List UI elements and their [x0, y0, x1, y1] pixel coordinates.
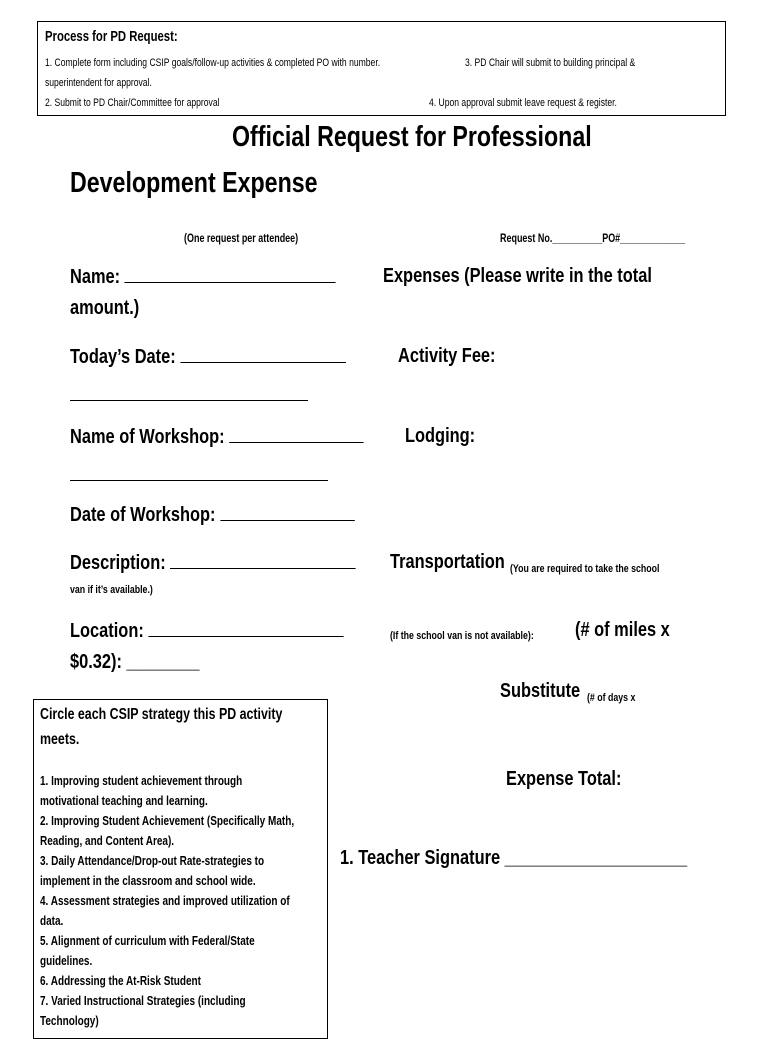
todays-date-label: Today’s Date:	[70, 345, 176, 368]
csip-item-line: 6. Addressing the At-Risk Student	[40, 974, 201, 988]
csip-item-line: 1. Improving student achievement through	[40, 774, 243, 788]
activity-fee-label: Activity Fee:	[398, 344, 496, 367]
expenses-header: Expenses (Please write in the total	[383, 264, 652, 287]
workshop-date-label: Date of Workshop:	[70, 503, 216, 526]
teacher-signature-line[interactable]: 1. Teacher Signature ____________________	[340, 846, 688, 869]
workshop-name-line[interactable]	[229, 424, 363, 443]
lodging-label: Lodging:	[405, 424, 476, 447]
csip-item-line: 7. Varied Instructional Strategies (including	[40, 994, 246, 1008]
csip-item-line: 2. Improving Student Achievement (Specifically Math,	[40, 814, 295, 828]
csip-heading-cont: meets.	[40, 731, 80, 748]
process-box	[37, 21, 726, 116]
csip-item-line: 5. Alignment of curriculum with Federal/State	[40, 934, 255, 948]
process-step-3-cont: superintendent for approval.	[45, 77, 152, 89]
page-title-line1: Official Request for Professional	[232, 121, 592, 153]
substitute-note: (# of days x	[587, 692, 636, 704]
description-line[interactable]	[170, 550, 356, 569]
csip-item-line: guidelines.	[40, 954, 93, 968]
name-label: Name:	[70, 265, 121, 288]
csip-item-line: motivational teaching and learning.	[40, 794, 208, 808]
process-step-2: 2. Submit to PD Chair/Committee for approval	[45, 97, 220, 109]
csip-item-line: implement in the classroom and school wide.	[40, 874, 256, 888]
expenses-header-cont: amount.)	[70, 296, 140, 319]
workshop-name-line-cont[interactable]	[70, 458, 328, 481]
csip-item-line: 3. Daily Attendance/Drop-out Rate-strategies to	[40, 854, 265, 868]
csip-heading: Circle each CSIP strategy this PD activity	[40, 706, 283, 723]
substitute-label: Substitute	[500, 679, 581, 702]
transportation-note: (You are required to take the school	[510, 563, 660, 575]
csip-item-line: 4. Assessment strategies and improved utilization of	[40, 894, 290, 908]
csip-item-line: Technology)	[40, 1014, 99, 1028]
description-label: Description:	[70, 551, 166, 574]
csip-item-line: data.	[40, 914, 64, 928]
miles-label: (# of miles x	[575, 618, 670, 641]
location-line[interactable]	[148, 618, 343, 637]
csip-item-line: Reading, and Content Area).	[40, 834, 175, 848]
process-title: Process for PD Request:	[45, 29, 178, 45]
process-step-3: 3. PD Chair will submit to building principal &	[465, 57, 636, 69]
workshop-name-label: Name of Workshop:	[70, 425, 225, 448]
workshop-date-line[interactable]	[220, 502, 354, 521]
process-step-1: 1. Complete form including CSIP goals/follow-up activities & completed PO with number.	[45, 57, 381, 69]
miles-rate-cont: $0.32): ________	[70, 650, 200, 673]
todays-date-line-cont[interactable]	[70, 378, 308, 401]
name-input-line[interactable]	[125, 264, 336, 283]
todays-date-line[interactable]	[180, 344, 346, 363]
location-label: Location:	[70, 619, 144, 642]
transportation-label: Transportation	[390, 550, 505, 573]
transportation-note-cont: van if it’s available.)	[70, 584, 153, 596]
expense-total-label: Expense Total:	[506, 767, 622, 790]
csip-strategy-box	[33, 699, 328, 1039]
page-title-line2: Development Expense	[70, 167, 318, 199]
process-step-4: 4. Upon approval submit leave request & register.	[429, 97, 617, 109]
van-unavailable-note: (If the school van is not available):	[390, 630, 534, 642]
one-request-note: (One request per attendee)	[184, 233, 299, 245]
request-number: Request No.__________PO#_____________	[500, 233, 686, 245]
